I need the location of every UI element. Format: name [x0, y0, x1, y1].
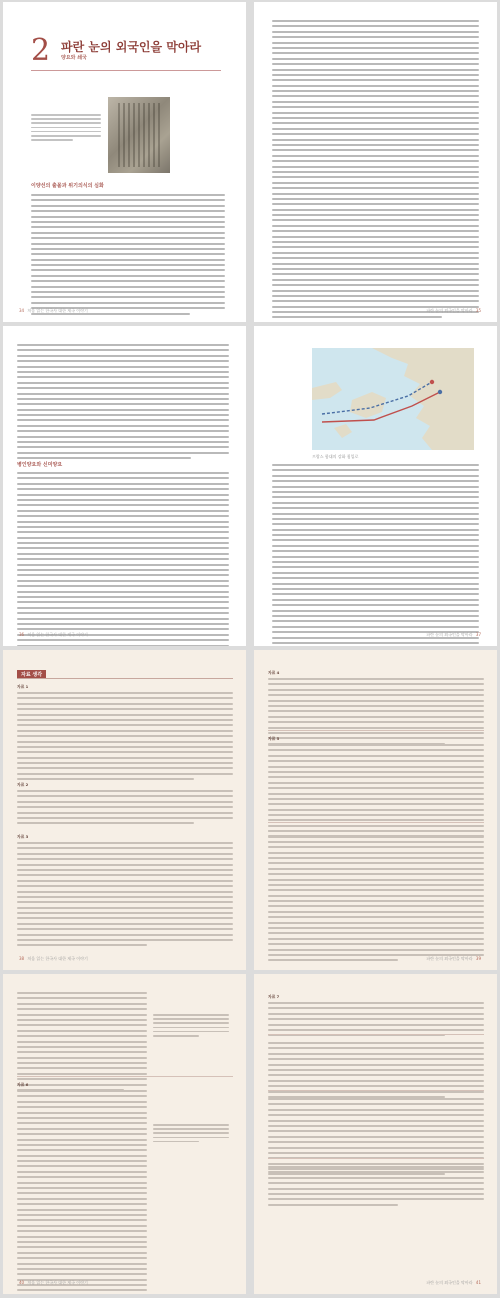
book-title: 처음 읽는 한국사 대한 제국 이야기: [27, 1280, 88, 1285]
body-text: [272, 20, 479, 322]
page-footer: [17, 956, 88, 962]
reference-text: [17, 842, 233, 950]
page-41: [254, 974, 497, 1294]
reference-label: 자료 3: [17, 834, 29, 839]
reference-divider: [268, 1090, 484, 1091]
page-40: [3, 974, 246, 1294]
chapter-running-title: 파란 눈의 외국인을 막아라: [426, 956, 473, 961]
page-39: [254, 650, 497, 970]
page-number: 41: [475, 1280, 481, 1285]
page-number: 34: [19, 308, 25, 313]
chapter-running-title: 파란 눈의 외국인을 막아라: [426, 1280, 473, 1285]
page-footer: [426, 308, 483, 314]
reference-divider: [268, 730, 484, 731]
page-number: 40: [19, 1280, 25, 1285]
reference-divider: [268, 822, 484, 823]
reference-text: [17, 1090, 147, 1294]
invasion-route-map: [312, 348, 474, 450]
page-38: [3, 650, 246, 970]
stone-monument-photo: [108, 97, 170, 173]
page-34: [3, 2, 246, 322]
reference-label: 자료 7: [268, 994, 280, 999]
page-number: 35: [475, 308, 481, 313]
page-35: [254, 2, 497, 322]
section-heading: 병인양요와 신미양요: [17, 462, 63, 468]
map-graphic: [312, 348, 474, 450]
page-footer: [17, 1280, 88, 1286]
reference-text: [17, 790, 233, 828]
reference-text: [17, 992, 147, 1094]
reference-divider: [17, 1076, 233, 1077]
body-text: [272, 464, 479, 646]
page-37: [254, 326, 497, 646]
book-title: 처음 읽는 한국사 대한 제국 이야기: [27, 308, 88, 313]
page-number: 36: [19, 632, 25, 637]
reference-label: 자료 4: [268, 670, 280, 675]
reference-label: 자료 6: [17, 1082, 29, 1087]
reference-text: [17, 692, 233, 784]
reference-divider: [17, 678, 233, 679]
page-number: 37: [475, 632, 481, 637]
reference-text: [268, 1042, 484, 1101]
chapter-running-title: 파란 눈의 외국인을 막아라: [426, 632, 473, 637]
page-footer: [426, 956, 483, 962]
page-footer: [17, 632, 88, 638]
photo-caption: [31, 114, 101, 143]
chapter-divider: [31, 70, 221, 71]
reference-text: [268, 678, 484, 748]
page-36: [3, 326, 246, 646]
reference-text: [268, 830, 484, 965]
reference-divider: [268, 1034, 484, 1035]
section-heading: 이양선의 출몰과 위기의식의 심화: [31, 183, 104, 189]
reference-label: 자료 2: [17, 782, 29, 787]
body-text: [17, 472, 229, 646]
book-title: 처음 읽는 한국사 대한 제국 이야기: [27, 632, 88, 637]
page-footer: [426, 1280, 483, 1286]
chapter-number: 2: [31, 33, 51, 68]
book-title: 처음 읽는 한국사 대한 제국 이야기: [27, 956, 88, 961]
page-number: 38: [19, 956, 25, 961]
reference-label: 자료 1: [17, 684, 29, 689]
chapter-title: 파란 눈의 외국인을 막아라: [61, 40, 202, 54]
chapter-subtitle: 양요와 쇄국: [61, 55, 87, 61]
body-text: [17, 344, 229, 463]
reference-text: [268, 1166, 484, 1209]
body-text: [31, 194, 225, 318]
map-caption: 프랑스 함대의 강화 침입로: [312, 454, 359, 459]
reference-tag: 자료 생각: [17, 670, 46, 679]
side-note: [153, 1014, 229, 1039]
chapter-running-title: 파란 눈의 외국인을 막아라: [426, 308, 473, 313]
reference-divider: [268, 1158, 484, 1159]
page-footer: [426, 632, 483, 638]
page-number: 39: [475, 956, 481, 961]
reference-label: 자료 5: [268, 736, 280, 741]
side-note: [153, 1124, 229, 1145]
page-footer: [17, 308, 88, 314]
